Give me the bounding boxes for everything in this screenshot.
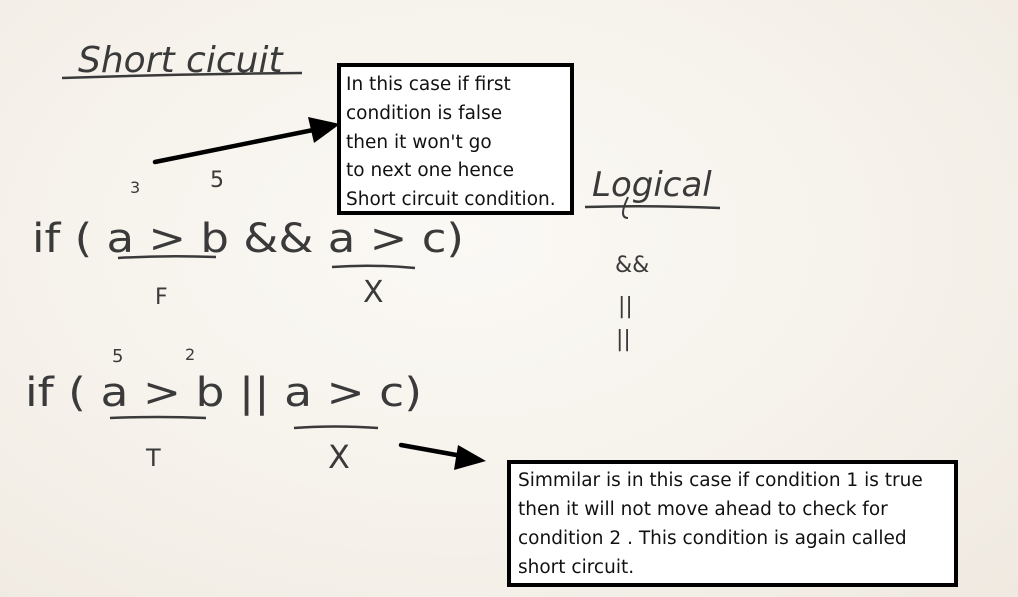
callout-line: condition 2 . This condition is again called [518, 528, 907, 549]
operator-or-2: || [616, 327, 631, 352]
example2-first-result: T [146, 444, 161, 472]
callout-short-circuit-and [337, 63, 574, 215]
example2-second-result: X [328, 438, 350, 476]
operator-and: && [615, 253, 650, 278]
callout-line: Short circuit condition. [346, 189, 556, 211]
callout-line: short circuit. [518, 557, 635, 578]
example1-second-result: X [363, 275, 384, 310]
callout-line: In this case if first [346, 74, 511, 95]
example2-expression: if ( a > b || a > c) [25, 370, 422, 416]
example2-a-value: 5 [112, 346, 124, 367]
callout-line: condition is false [346, 102, 503, 124]
example2-first-underline [110, 417, 206, 418]
board-title: Short cicuit [78, 40, 283, 81]
callout-line: Simmilar is in this case if condition 1 is true [518, 470, 923, 491]
example1-second-underline [332, 266, 415, 268]
logical-underline [585, 206, 720, 208]
example2-second-underline [294, 427, 378, 429]
callout-short-circuit-or [507, 460, 958, 587]
example1-first-result: F [155, 285, 168, 310]
arrow-to-first-callout [155, 117, 340, 162]
logical-heading: Logical [592, 165, 712, 205]
example1-a-value: 3 [130, 178, 141, 197]
callout-line: to next one hence [346, 160, 515, 182]
operator-or-1: || [618, 294, 633, 319]
callout-line: then it won't go [346, 131, 492, 153]
callout-line: then it will not move ahead to check for [518, 499, 888, 520]
example1-b-value: 5 [210, 168, 224, 193]
arrow-to-second-callout [401, 445, 486, 470]
example2-b-value: 2 [185, 345, 196, 364]
example1-expression: if ( a > b && a > c) [32, 216, 464, 262]
